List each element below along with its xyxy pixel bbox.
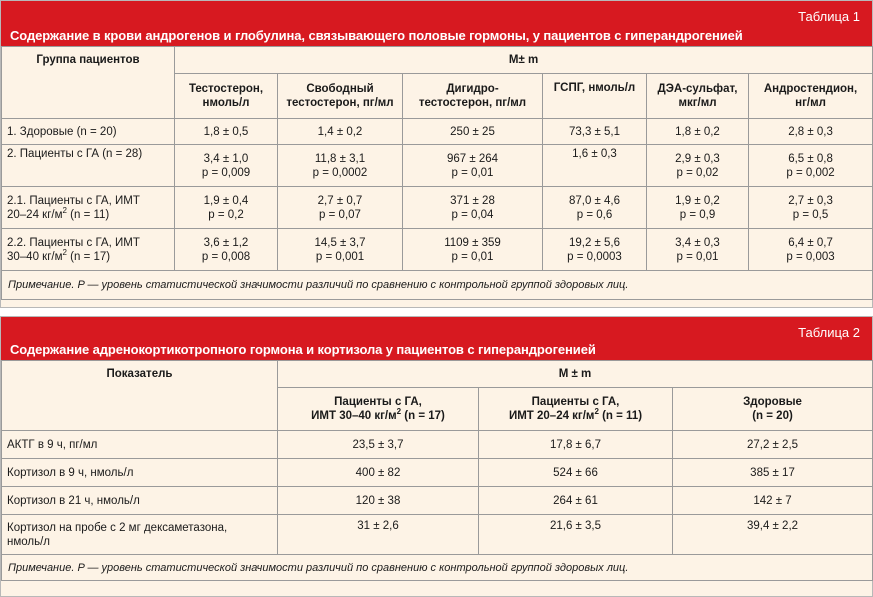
value-cell: 264 ± 61	[479, 487, 673, 515]
row-label: 1. Здоровые (n = 20)	[2, 119, 175, 145]
value-cell: 6,4 ± 0,7 p = 0,003	[749, 229, 873, 271]
table-2-grid	[1, 360, 873, 581]
value-cell: 400 ± 82	[278, 459, 479, 487]
value-cell: 1,9 ± 0,2 p = 0,9	[647, 187, 749, 229]
value-cell: 371 ± 28 p = 0,04	[403, 187, 543, 229]
column-header: Пациенты с ГА, ИМТ 20–24 $кг/м^2$ (n = 11)	[479, 388, 673, 431]
value-cell: 27,2 ± 2,5	[673, 431, 873, 459]
value-cell: 14,5 ± 3,7 p = 0,001	[278, 229, 403, 271]
indicator-header: Показатель	[2, 361, 278, 431]
value-cell: 3,4 ± 0,3 p = 0,01	[647, 229, 749, 271]
value-cell: 524 ± 66	[479, 459, 673, 487]
value-cell: 3,4 ± 1,0 p = 0,009	[175, 145, 278, 187]
table-1-grid	[1, 46, 873, 300]
table-1-number: Таблица 1	[798, 9, 860, 24]
table-2-note: Примечание. P — уровень статистической значимости различий по сравнению с контрольной группой здоровых лиц.	[2, 555, 873, 581]
table-1-header	[1, 1, 872, 46]
row-label: 2.2. Пациенты с ГА, ИМТ 30–40 $кг/м^2$ (n = 17)	[2, 229, 175, 271]
table-row	[2, 119, 873, 145]
value-cell: 3,6 ± 1,2 p = 0,008	[175, 229, 278, 271]
value-cell: 2,8 ± 0,3	[749, 119, 873, 145]
value-cell: 142 ± 7	[673, 487, 873, 515]
value-cell: 31 ± 2,6	[278, 515, 479, 555]
table-2	[0, 316, 873, 597]
value-cell: 1,8 ± 0,5	[175, 119, 278, 145]
value-cell: 967 ± 264 p = 0,01	[403, 145, 543, 187]
mean-header: M ± m	[278, 361, 873, 388]
table-1-note: Примечание. P — уровень статистической значимости различий по сравнению с контрольной группой здоровых лиц.	[2, 271, 873, 300]
mean-header: M± m	[175, 47, 873, 74]
column-header: Свободный тестостерон, пг/мл	[278, 74, 403, 119]
value-cell: 1,6 ± 0,3	[543, 145, 647, 187]
value-cell: 73,3 ± 5,1	[543, 119, 647, 145]
value-cell: 1,4 ± 0,2	[278, 119, 403, 145]
column-header: Дигидро- тестостерон, пг/мл	[403, 74, 543, 119]
value-cell: 2,9 ± 0,3 p = 0,02	[647, 145, 749, 187]
value-cell: 2,7 ± 0,7 p = 0,07	[278, 187, 403, 229]
table-2-number: Таблица 2	[798, 325, 860, 340]
table-2-header	[1, 317, 872, 360]
table-row	[2, 187, 873, 229]
value-cell: 19,2 ± 5,6 p = 0,0003	[543, 229, 647, 271]
value-cell: 1109 ± 359 p = 0,01	[403, 229, 543, 271]
column-header: Здоровые (n = 20)	[673, 388, 873, 431]
value-cell: 385 ± 17	[673, 459, 873, 487]
column-header: ДЭА-сульфат, мкг/мл	[647, 74, 749, 119]
row-label: Кортизол в 21 ч, нмоль/л	[2, 487, 278, 515]
row-label: АКТГ в 9 ч, пг/мл	[2, 431, 278, 459]
column-header: ГСПГ, нмоль/л	[543, 74, 647, 119]
value-cell: 2,7 ± 0,3 p = 0,5	[749, 187, 873, 229]
value-cell: 6,5 ± 0,8 p = 0,002	[749, 145, 873, 187]
table-row	[2, 145, 873, 187]
value-cell: 250 ± 25	[403, 119, 543, 145]
column-header: Тестостерон, нмоль/л	[175, 74, 278, 119]
row-label: 2. Пациенты с ГА (n = 28)	[2, 145, 175, 187]
table-row	[2, 487, 873, 515]
table-row	[2, 229, 873, 271]
value-cell: 87,0 ± 4,6 p = 0,6	[543, 187, 647, 229]
group-header: Группа пациентов	[2, 47, 175, 119]
value-cell: 11,8 ± 3,1 p = 0,0002	[278, 145, 403, 187]
value-cell: 39,4 ± 2,2	[673, 515, 873, 555]
value-cell: 120 ± 38	[278, 487, 479, 515]
row-label: Кортизол в 9 ч, нмоль/л	[2, 459, 278, 487]
row-label: Кортизол на пробе с 2 мг дексаметазона, нмоль/л	[2, 515, 278, 555]
value-cell: 17,8 ± 6,7	[479, 431, 673, 459]
value-cell: 23,5 ± 3,7	[278, 431, 479, 459]
column-header: Андростендион, нг/мл	[749, 74, 873, 119]
column-header: Пациенты с ГА, ИМТ 30–40 $кг/м^2$ (n = 17)	[278, 388, 479, 431]
value-cell: 1,8 ± 0,2	[647, 119, 749, 145]
table-1-title: Содержание в крови андрогенов и глобулина, связывающего половые гормоны, у пациентов с гиперандрогенией	[10, 28, 743, 43]
row-label: 2.1. Пациенты с ГА, ИМТ 20–24 $кг/м^2$ (n = 11)	[2, 187, 175, 229]
value-cell: 1,9 ± 0,4 p = 0,2	[175, 187, 278, 229]
table-row	[2, 515, 873, 555]
table-row	[2, 459, 873, 487]
value-cell: 21,6 ± 3,5	[479, 515, 673, 555]
table-row	[2, 431, 873, 459]
table-2-title: Содержание адренокортикотропного гормона и кортизола у пациентов с гиперандрогенией	[10, 342, 596, 357]
